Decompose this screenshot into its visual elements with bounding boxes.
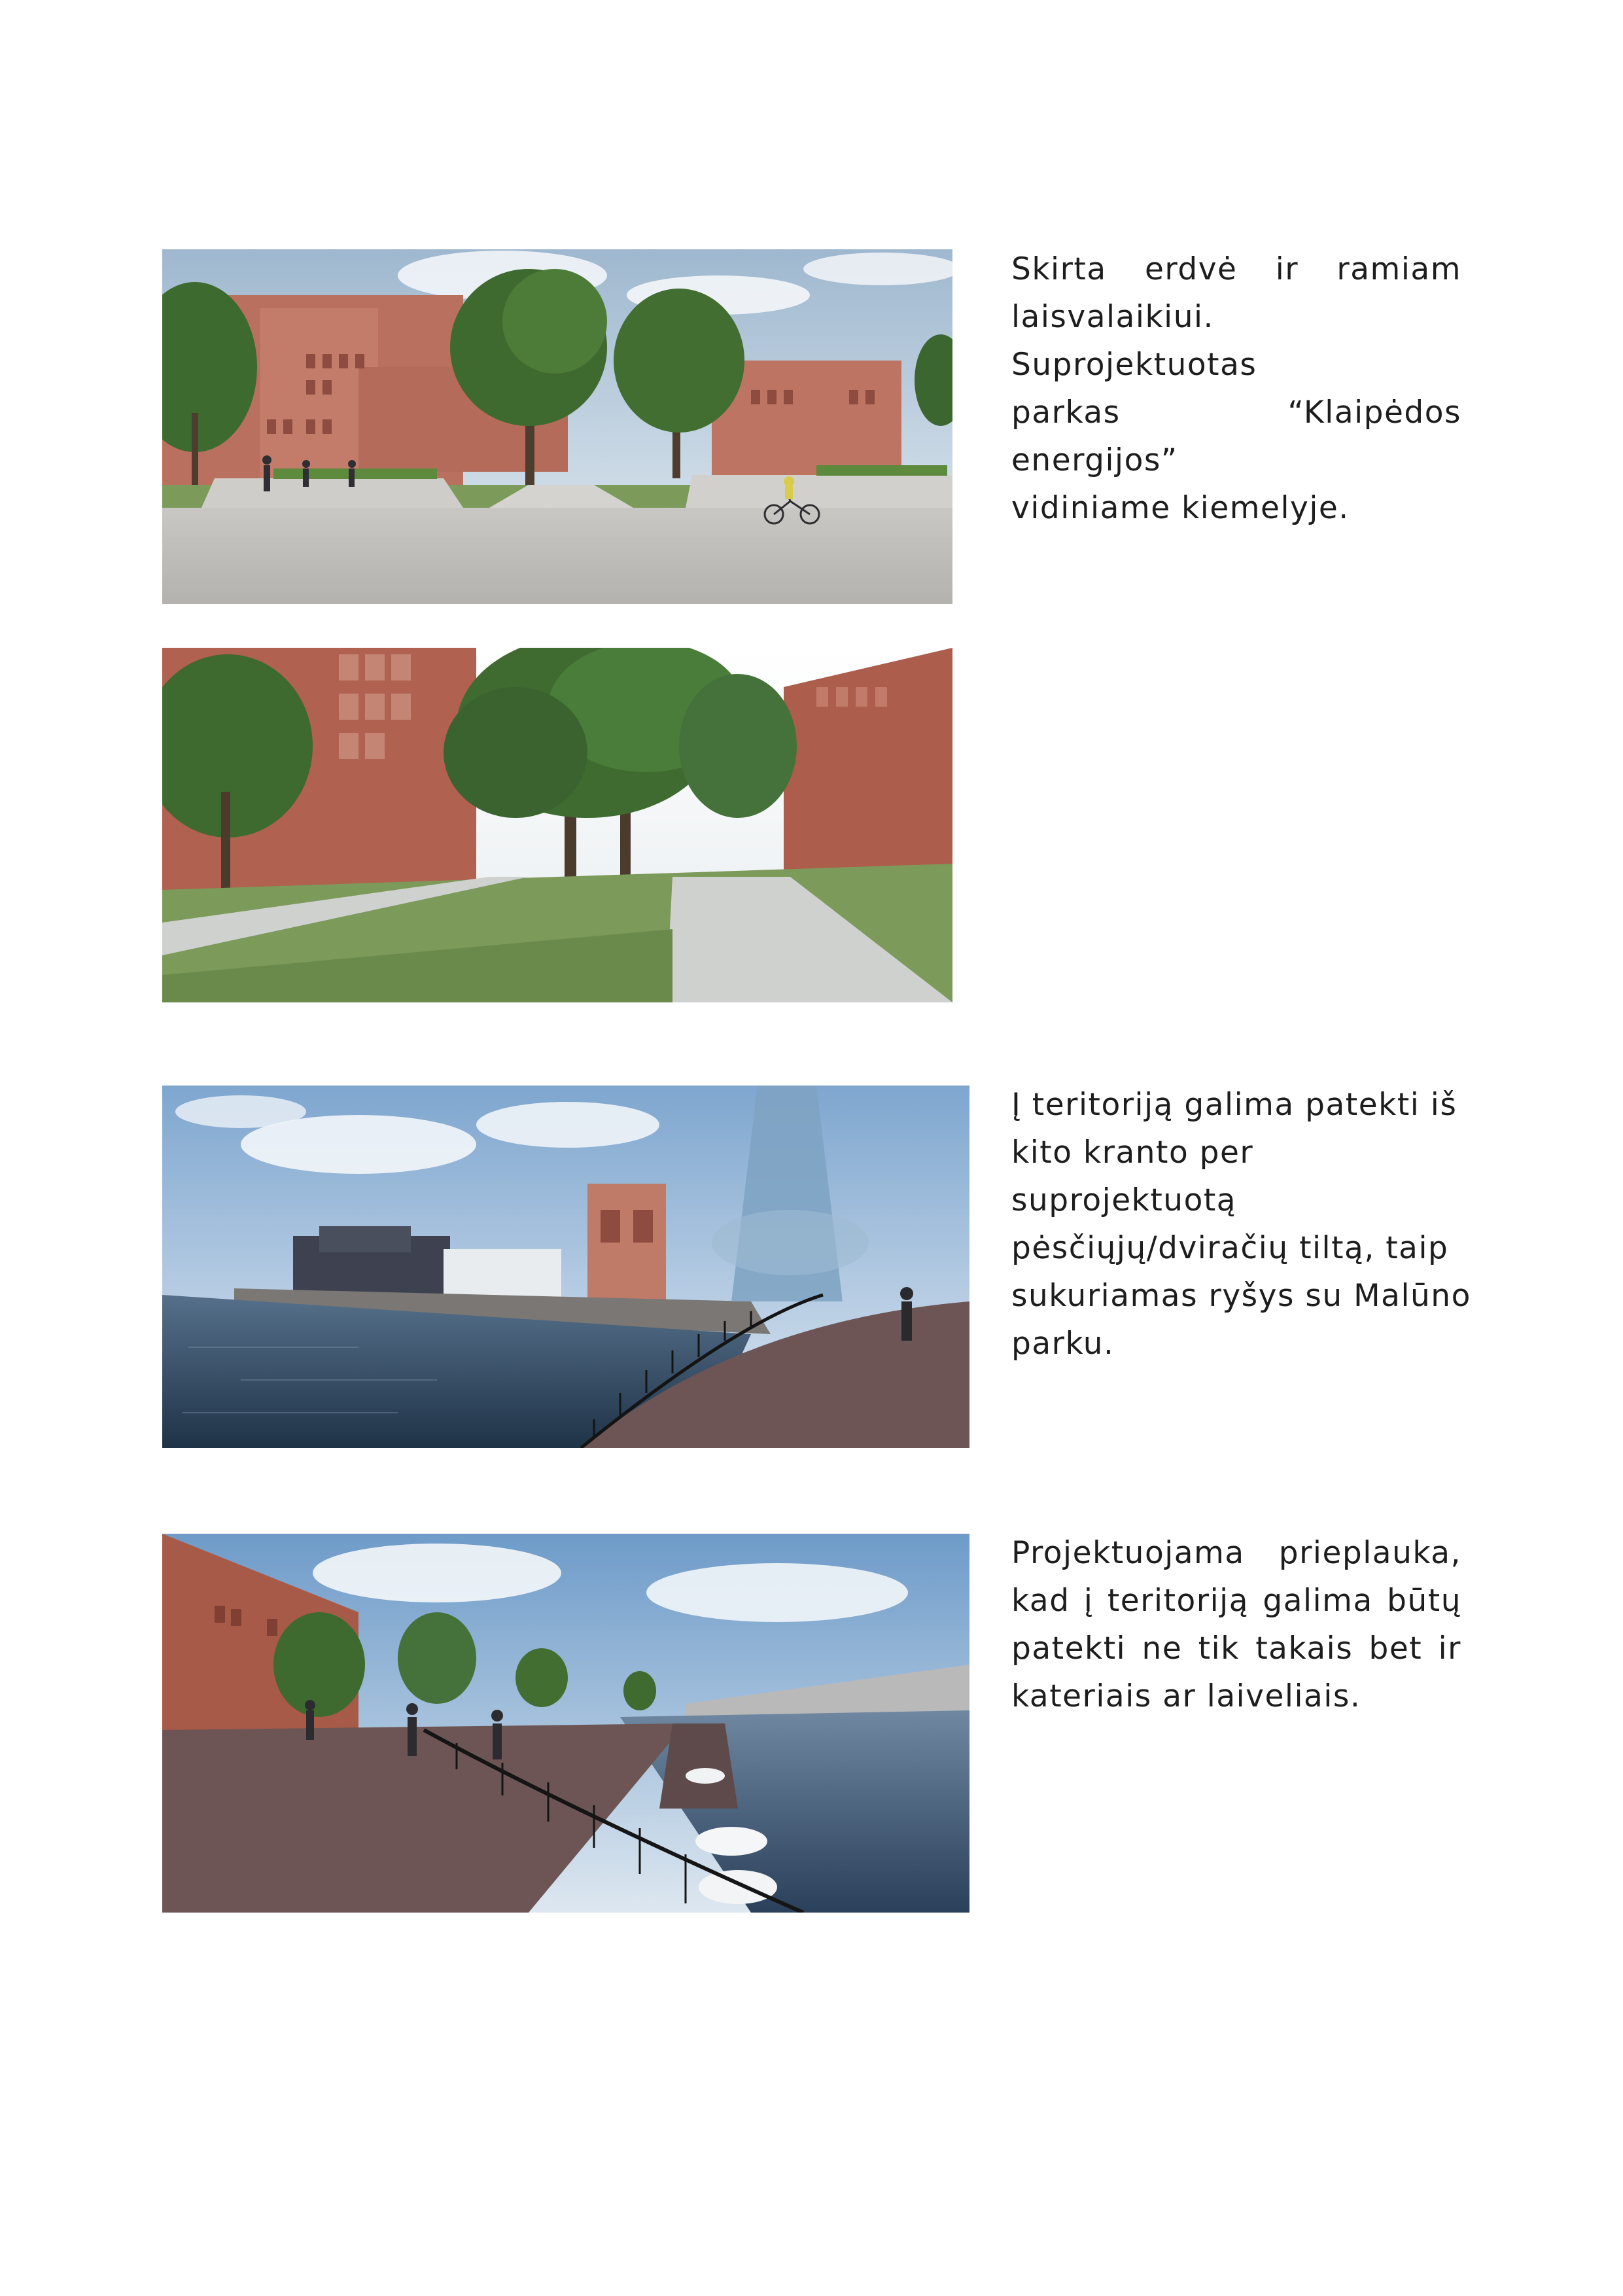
caption-line: Skirta erdvė ir ramiam [1011,251,1461,287]
caption-line: pėsčiųjų/dviračių tiltą, taip [1011,1230,1449,1266]
caption-line: kito kranto per suprojektuotą [1011,1135,1254,1218]
caption-line: Į teritoriją galima patekti iš [1011,1087,1457,1123]
caption-line: sukuriamas ryšys su Malūno [1011,1278,1471,1314]
bridge-caption [1011,1081,1482,1368]
caption-line: parkas “Klaipėdos energijos” [1011,395,1461,478]
park-path-render-image [162,648,952,1002]
pier-caption [1011,1529,1461,1720]
bridge-render-image [162,1086,969,1448]
pier-render-image [162,1534,969,1913]
caption-line: vidiniame kiemelyje. [1011,490,1350,526]
courtyard-render-image [162,249,952,604]
caption-line: Projektuojama prieplauka, [1011,1535,1461,1571]
caption-line: patekti ne tik takais bet ir [1011,1631,1461,1667]
courtyard-caption [1011,245,1461,532]
caption-line: parku. [1011,1326,1115,1362]
caption-line: kateriais ar laiveliais. [1011,1678,1361,1714]
caption-line: kad į teritoriją galima būtų [1011,1583,1461,1619]
caption-line: laisvalaikiui. Suprojektuotas [1011,299,1257,383]
